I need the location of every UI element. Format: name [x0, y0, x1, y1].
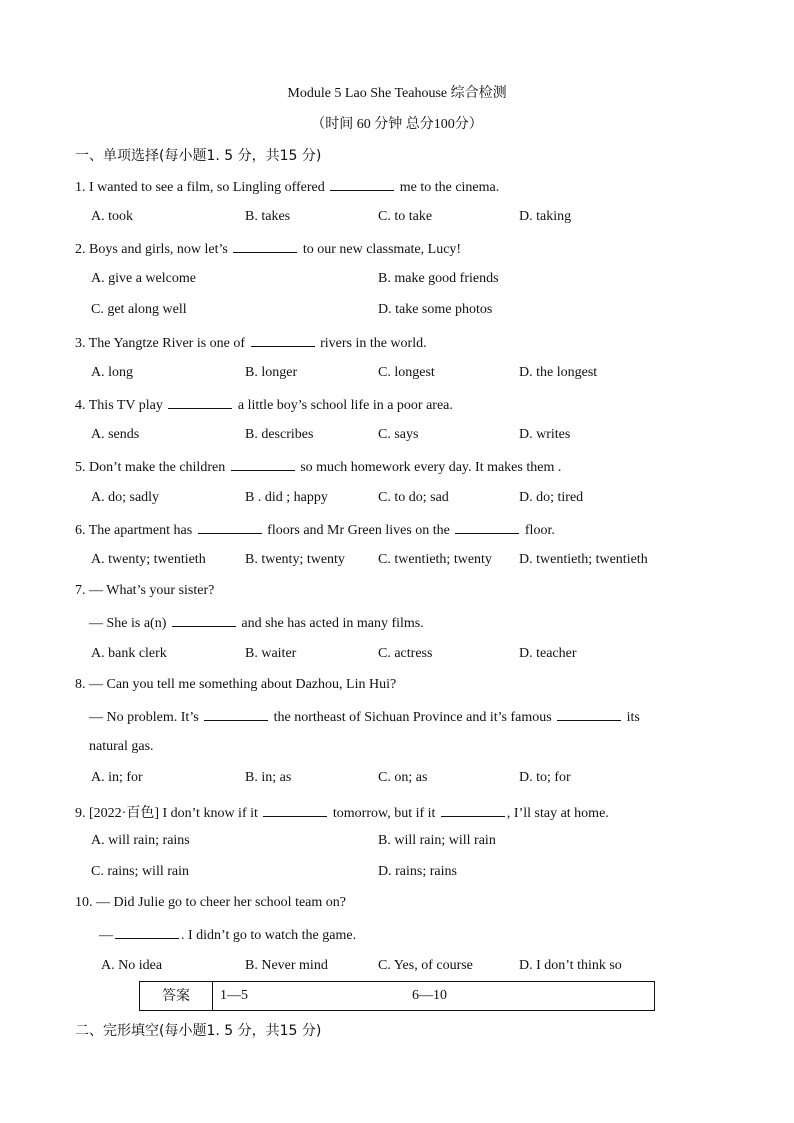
question-4-text-a: 4. This TV play — [75, 398, 163, 413]
q9-option-a[interactable]: A. will rain; rains — [91, 833, 190, 848]
question-9-text-b: tomorrow, but if it — [332, 806, 436, 821]
q8-option-c[interactable]: C. on; as — [378, 770, 428, 785]
answer-blank[interactable] — [168, 396, 232, 409]
question-4-text-b: a little boy’s school life in a poor area. — [237, 398, 453, 413]
q6-option-b[interactable]: B. twenty; twenty — [245, 552, 345, 567]
question-10-reply — [99, 926, 356, 944]
q8-option-a[interactable]: A. in; for — [91, 770, 143, 785]
answer-blank[interactable] — [455, 521, 519, 534]
question-4 — [75, 396, 453, 414]
q1-option-d[interactable]: D. taking — [519, 209, 572, 224]
answer-range-6-10[interactable]: 6—10 — [412, 988, 447, 1003]
q7-option-a[interactable]: A. bank clerk — [91, 646, 167, 661]
question-8-text-b: — No problem. It’s — [89, 710, 199, 725]
q10-option-b[interactable]: B. Never mind — [245, 958, 328, 973]
q2-option-a[interactable]: A. give a welcome — [91, 271, 196, 286]
q3-option-c[interactable]: C. longest — [378, 365, 435, 380]
page-title: Module 5 Lao She Teahouse 综合检测 — [287, 86, 507, 101]
question-5-text-b: so much homework every day. It makes them . — [300, 460, 562, 475]
question-8-text-e: natural gas. — [89, 739, 154, 754]
question-10: 10. — Did Julie go to cheer her school team on? — [75, 895, 346, 910]
question-10-text-c: . I didn’t go to watch the game. — [181, 928, 357, 943]
answer-blank[interactable] — [330, 178, 394, 191]
q3-option-d[interactable]: D. the longest — [519, 365, 598, 380]
answer-blank[interactable] — [557, 708, 621, 721]
question-9-text-a: 9. [2022·百色] I don’t know if it — [75, 806, 258, 821]
answer-blank[interactable] — [263, 804, 327, 817]
q1-option-c[interactable]: C. to take — [378, 209, 433, 224]
q10-option-a[interactable]: A. No idea — [101, 958, 163, 973]
q9-option-c[interactable]: C. rains; will rain — [91, 864, 189, 879]
answer-blank[interactable] — [441, 804, 505, 817]
q2-option-d[interactable]: D. take some photos — [378, 302, 493, 317]
q2-option-b[interactable]: B. make good friends — [378, 271, 499, 286]
q8-option-d[interactable]: D. to; for — [519, 770, 571, 785]
question-3-text-a: 3. The Yangtze River is one of — [75, 336, 246, 351]
question-9 — [75, 802, 609, 822]
question-1 — [75, 178, 499, 196]
answer-table — [139, 981, 655, 1011]
q3-option-b[interactable]: B. longer — [245, 365, 298, 380]
answer-blank[interactable] — [231, 458, 295, 471]
answer-blank[interactable] — [172, 614, 236, 627]
q5-option-c[interactable]: C. to do; sad — [378, 490, 449, 505]
q5-option-d[interactable]: D. do; tired — [519, 490, 584, 505]
question-10-text-b: — — [99, 928, 113, 943]
q4-option-a[interactable]: A. sends — [91, 427, 140, 442]
q5-option-a[interactable]: A. do; sadly — [91, 490, 160, 505]
question-3 — [75, 334, 427, 352]
question-2 — [75, 240, 461, 258]
question-7-text-b: — She is a(n) — [89, 616, 167, 631]
answer-blank[interactable] — [251, 334, 315, 347]
section-two-heading: 二、完形填空(每小题1. 5 分，共15 分) — [75, 1023, 322, 1039]
question-6 — [75, 521, 555, 539]
question-5-text-a: 5. Don’t make the children — [75, 460, 226, 475]
q7-option-b[interactable]: B. waiter — [245, 646, 297, 661]
question-7: 7. — What’s your sister? — [75, 583, 215, 598]
question-2-text-b: to our new classmate, Lucy! — [302, 242, 462, 257]
question-5 — [75, 458, 561, 476]
q9-option-b[interactable]: B. will rain; will rain — [378, 833, 496, 848]
question-8-text-c: the northeast of Sichuan Province and it’s famous — [273, 710, 552, 725]
q3-option-a[interactable]: A. long — [91, 365, 133, 380]
question-7-text-c: and she has acted in many films. — [241, 616, 424, 631]
question-1-text-b: me to the cinema. — [399, 180, 500, 195]
answer-label: 答案 — [140, 982, 213, 1010]
q4-option-d[interactable]: D. writes — [519, 427, 571, 442]
question-8-text-d: its — [626, 710, 640, 725]
answer-range-1-5[interactable]: 1—5 — [220, 988, 248, 1003]
q9-option-d[interactable]: D. rains; rains — [378, 864, 457, 879]
answer-blank[interactable] — [233, 240, 297, 253]
q6-option-a[interactable]: A. twenty; twentieth — [91, 552, 206, 567]
question-8: 8. — Can you tell me something about Dazhou, Lin Hui? — [75, 677, 397, 692]
q10-option-c[interactable]: C. Yes, of course — [378, 958, 473, 973]
q7-option-d[interactable]: D. teacher — [519, 646, 577, 661]
page-subtitle: （时间 60 分钟 总分100分） — [311, 117, 483, 132]
q1-option-a[interactable]: A. took — [91, 209, 133, 224]
answer-blank[interactable] — [198, 521, 262, 534]
q7-option-c[interactable]: C. actress — [378, 646, 433, 661]
question-1-text-a: 1. I wanted to see a film, so Lingling offered — [75, 180, 325, 195]
question-9-text-c: , I’ll stay at home. — [506, 806, 609, 821]
answer-blank[interactable] — [115, 926, 179, 939]
question-2-text-a: 2. Boys and girls, now let’s — [75, 242, 228, 257]
section-one-heading: 一、单项选择(每小题1. 5 分，共15 分) — [75, 148, 322, 164]
q5-option-b[interactable]: B . did ; happy — [245, 490, 328, 505]
answer-blank[interactable] — [204, 708, 268, 721]
question-6-text-a: 6. The apartment has — [75, 523, 193, 538]
q2-option-c[interactable]: C. get along well — [91, 302, 187, 317]
q4-option-b[interactable]: B. describes — [245, 427, 314, 442]
question-7-reply — [89, 614, 424, 632]
q8-option-b[interactable]: B. in; as — [245, 770, 292, 785]
question-3-text-b: rivers in the world. — [320, 336, 427, 351]
q6-option-c[interactable]: C. twentieth; twenty — [378, 552, 492, 567]
question-6-text-c: floor. — [524, 523, 555, 538]
q10-option-d[interactable]: D. I don’t think so — [519, 958, 622, 973]
q1-option-b[interactable]: B. takes — [245, 209, 291, 224]
q6-option-d[interactable]: D. twentieth; twentieth — [519, 552, 648, 567]
q4-option-c[interactable]: C. says — [378, 427, 419, 442]
question-8-reply — [89, 708, 640, 726]
question-6-text-b: floors and Mr Green lives on the — [267, 523, 450, 538]
